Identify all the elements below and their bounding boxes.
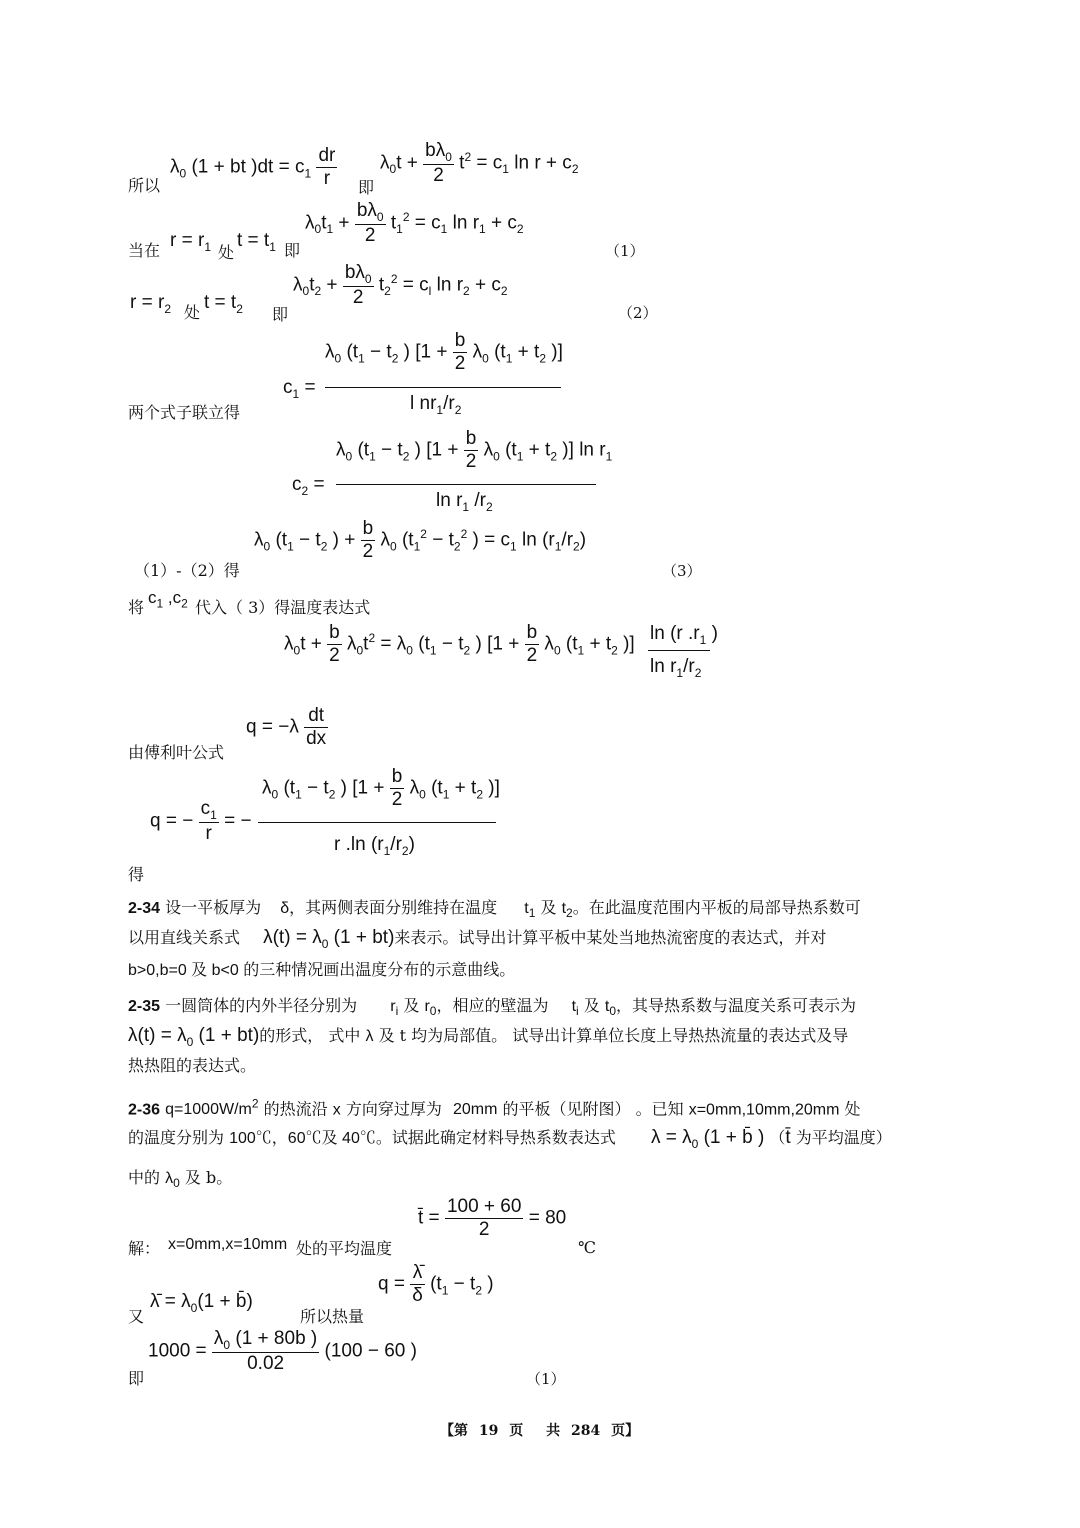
equation-r2: $\lambda_0t_1$ + $\frac{b\lambda_0}{2}$ $t_1^2 = c_1$ $\ln r_1 + c_2$ [305,200,524,246]
p234-text-3: 。在此温度范围内平板的局部导热系数可 [572,898,861,917]
p235-ji-1: 及 [403,996,420,1015]
label-suoyi-reliang: 所以热量 [300,1307,365,1326]
eq-tag-3: （3） [662,562,702,580]
p235-ro: $r_0$ [424,998,437,1019]
problem-id-234: 2-34 [128,900,161,917]
label-you: 又 [128,1307,145,1326]
p236-text-6: 处 [844,1099,861,1119]
condition-r2: $r = r_2$ [130,292,171,316]
p236-text-3: 方向穿过厚为 [345,1099,442,1119]
equation-r6: $\lambda_0t$ + $\frac{b}{2}$ $\lambda_0t^2 = \lambda_0$ ($t_1 - t_2$ ) [1 + $\frac{b}{2}$ $\lambda_0$ ($t_1 + t_2$ )] [284,622,635,666]
eq-tag-1: （1） [605,242,645,260]
label-dangzai: 当在 [128,241,161,260]
p235-text-6: 热热阻的表达式。 [128,1056,257,1075]
p236-flux: $q=1000W/m^2$ [165,1097,259,1119]
c2-denominator: $\ln r_1$ $/r_2$ [436,490,493,514]
p234-text-6: b>0,b=0 及 b<0 的三种情况画出温度分布的示意曲线。 [128,962,516,979]
equation-r1-b: $\lambda_0t$ + $\frac{b\lambda_0}{2}$ $t^2 = c_1$ $\ln r + c_2$ [380,140,579,186]
equation-fourier: q = −λ $\frac{dt}{dx}$ [246,705,327,749]
p236-formula: $\lambda = \lambda_0$ (1 + b̄ ) [650,1127,765,1151]
r6-log-den: $\ln r_1/r_2$ [650,656,702,680]
p236-lambda0: $\lambda_0$ [165,1170,180,1191]
c1-lhs: $c_1$ = [283,377,316,401]
p236-thickness: 20mm [452,1101,498,1119]
c1-numerator: $\lambda_0$ ($t_1 - t_2$ ) [1 + $\frac{b}{2}$ $\lambda_0$ ($t_1 + t_2$ )] [325,330,563,374]
p235-ji-2: 及 [583,996,600,1015]
p234-text-4: 以用直线关系式 [128,928,241,947]
q-denominator: r .ln $(r_1/r_2)$ [334,834,415,858]
condition-t2: $t = t_2$ [204,292,243,316]
p236-text-7: 的温度分别为 [128,1128,225,1147]
p235-text-2: ，相应的壁温为 [436,996,549,1015]
p234-ji: 及 [540,898,557,917]
p235-lambda: λ [365,1028,374,1045]
p236-text-5: 。已知 [635,1099,684,1119]
c1-fraction-bar [325,387,561,388]
p234-text-1: 设一平板厚为 [165,898,262,917]
equation-final: 1000 = $\frac{\lambda_0 (1 + 80b )}{0.02}$ (100 − 60 ) [148,1328,417,1374]
c1-denominator: l $nr_1/r_2$ [410,393,462,417]
equation-r1-a: $\lambda_0$ (1 + bt )$dt = c_1$ $\frac{dr}{r}$ [170,145,336,189]
p236-tbar: t̄ [785,1127,791,1148]
equation-lambda-bar: λ̄ = $\lambda_0(1$ + b̄) [150,1291,253,1315]
p235-ri: $r_i$ [390,998,399,1019]
p235-text-5: 及 t 均为局部值。 试导出计算单位长度上导热热流量的表达式及导 [378,1026,849,1045]
p236-temps: 100℃，60℃及 40℃。 [229,1130,392,1147]
equation-q-flux: q = $\frac{\lambdā}{\delta}$ ($t_1 - t_2$ ) [378,1262,494,1306]
label-jie: 解： [128,1239,161,1258]
p235-text-3: ，其导热系数与温度关系可表示为 [616,996,857,1015]
label-ji-3: 即 [272,305,289,324]
p234-text-5: 来表示。试导出计算平板中某处当地热流密度的表达式，并对 [394,928,827,947]
label-lianli: 两个式子联立得 [128,403,241,422]
q-numerator: $\lambda_0$ ($t_1 - t_2$ ) [1 + $\frac{b}{2}$ $\lambda_0$ ($t_1 + t_2$ )] [262,766,500,810]
condition-t1: $t = t_1$ [237,230,276,254]
label-ji-4: 即 [128,1369,145,1388]
label-de: 得 [128,865,145,884]
footer-ye: 页 [509,1423,524,1439]
p234-ta: $t_1$ [524,900,536,921]
p236-text-11: 中的 [128,1168,161,1187]
equation-r4: $\lambda_0$ ($t_1 - t_2$ ) + $\frac{b}{2}$ $\lambda_0$ ($t_1^2 - t_2^2$ ) = $c_1$ $\ln (r_1/r_2)$ [254,518,587,562]
p235-ti: $t_i$ [571,998,579,1019]
p236-text-8: 试据此确定材料导热系数表达式 [391,1128,616,1147]
p235-text-4: 的形式， 式中 [259,1026,361,1045]
p236-x: x [332,1101,341,1119]
eq-tag-2: （2） [618,304,658,322]
label-chu-2: 处 [184,303,201,322]
q-fraction-bar [258,822,496,823]
page-footer [440,1420,639,1440]
p236-text-2: 的热流沿 [263,1099,328,1119]
c2-lhs: $c_2$ = [292,474,325,498]
footer-post: 页】 [611,1423,640,1439]
p234-text-2: ，其两侧表面分别维持在温度 [289,898,498,917]
text-daitu: 代入（ 3）得温度表达式 [195,598,371,617]
condition-r1: $r = r_1$ [170,230,211,254]
footer-gong: 共 [546,1423,561,1439]
label-fourier: 由傅利叶公式 [128,743,225,762]
label-subtract: （1）-（2）得 [134,561,240,580]
c2-numerator: $\lambda_0$ ($t_1 - t_2$ ) [1 + $\frac{b}{2}$ $\lambda_0$ ($t_1 + t_2$ )] $\ln r_1$ [336,428,613,472]
label-jiang: 将 [128,598,145,617]
problem-2-35 [128,996,958,1080]
p236-text-9: （ [769,1128,786,1147]
footer-total-pages: 284 [570,1423,601,1439]
equation-tavg: t̄ = $\frac{100 + 60}{2}$ = 80 [418,1196,567,1240]
delta-symbol: δ [280,900,290,917]
p235-text-1: 一圆筒体的内外半径分别为 [165,996,358,1015]
label-ji-1: 即 [358,178,375,197]
label-suoyi: 所以 [128,176,161,195]
problem-id-235: 2-35 [128,998,161,1015]
problem-2-36 [128,1094,968,1192]
c2-fraction-bar [336,484,596,485]
p235-to: $t_0$ [604,998,617,1019]
p234-tb: $t_2$ [561,900,573,921]
p236-text-10: 为平均温度） [795,1128,892,1147]
label-chu-1: 处 [218,243,235,262]
p234-formula: $\lambda(t) = \lambda_0$ (1 + bt) [263,927,395,951]
unit-celsius: ℃ [578,1238,596,1257]
footer-pre: 【第 [440,1423,468,1439]
vars-c1c2: $c_1$ $,c_2$ [148,588,188,611]
problem-id-236: 2-36 [128,1101,161,1119]
footer-page-number: 19 [478,1423,499,1439]
label-ji-2: 即 [284,241,301,260]
r6-log-num: ln (r $.r_1$ ) [650,623,718,647]
p235-formula: $\lambda(t) = \lambda_0$ (1 + bt) [128,1025,260,1049]
equation-r3: $\lambda_0t_2$ + $\frac{b\lambda_0}{2}$ $t_2^2 = c_l$ $\ln r_2 + c_2$ [293,262,508,308]
eq-tag-4: （1） [526,1370,566,1388]
p236-positions: x=0mm,10mm,20mm [688,1101,840,1119]
p236-text-4: 的平板（见附图） [502,1099,631,1119]
r6-fraction-bar [648,650,710,651]
equation-q-lhs: q = − $\frac{c_1}{r}$ = − [150,798,252,844]
solution-positions: x=0mm,x=10mm [168,1236,288,1253]
solution-avg-temp-label: 处的平均温度 [296,1239,393,1258]
p236-text-12: 及 b。 [184,1168,233,1187]
problem-2-34 [128,898,958,986]
